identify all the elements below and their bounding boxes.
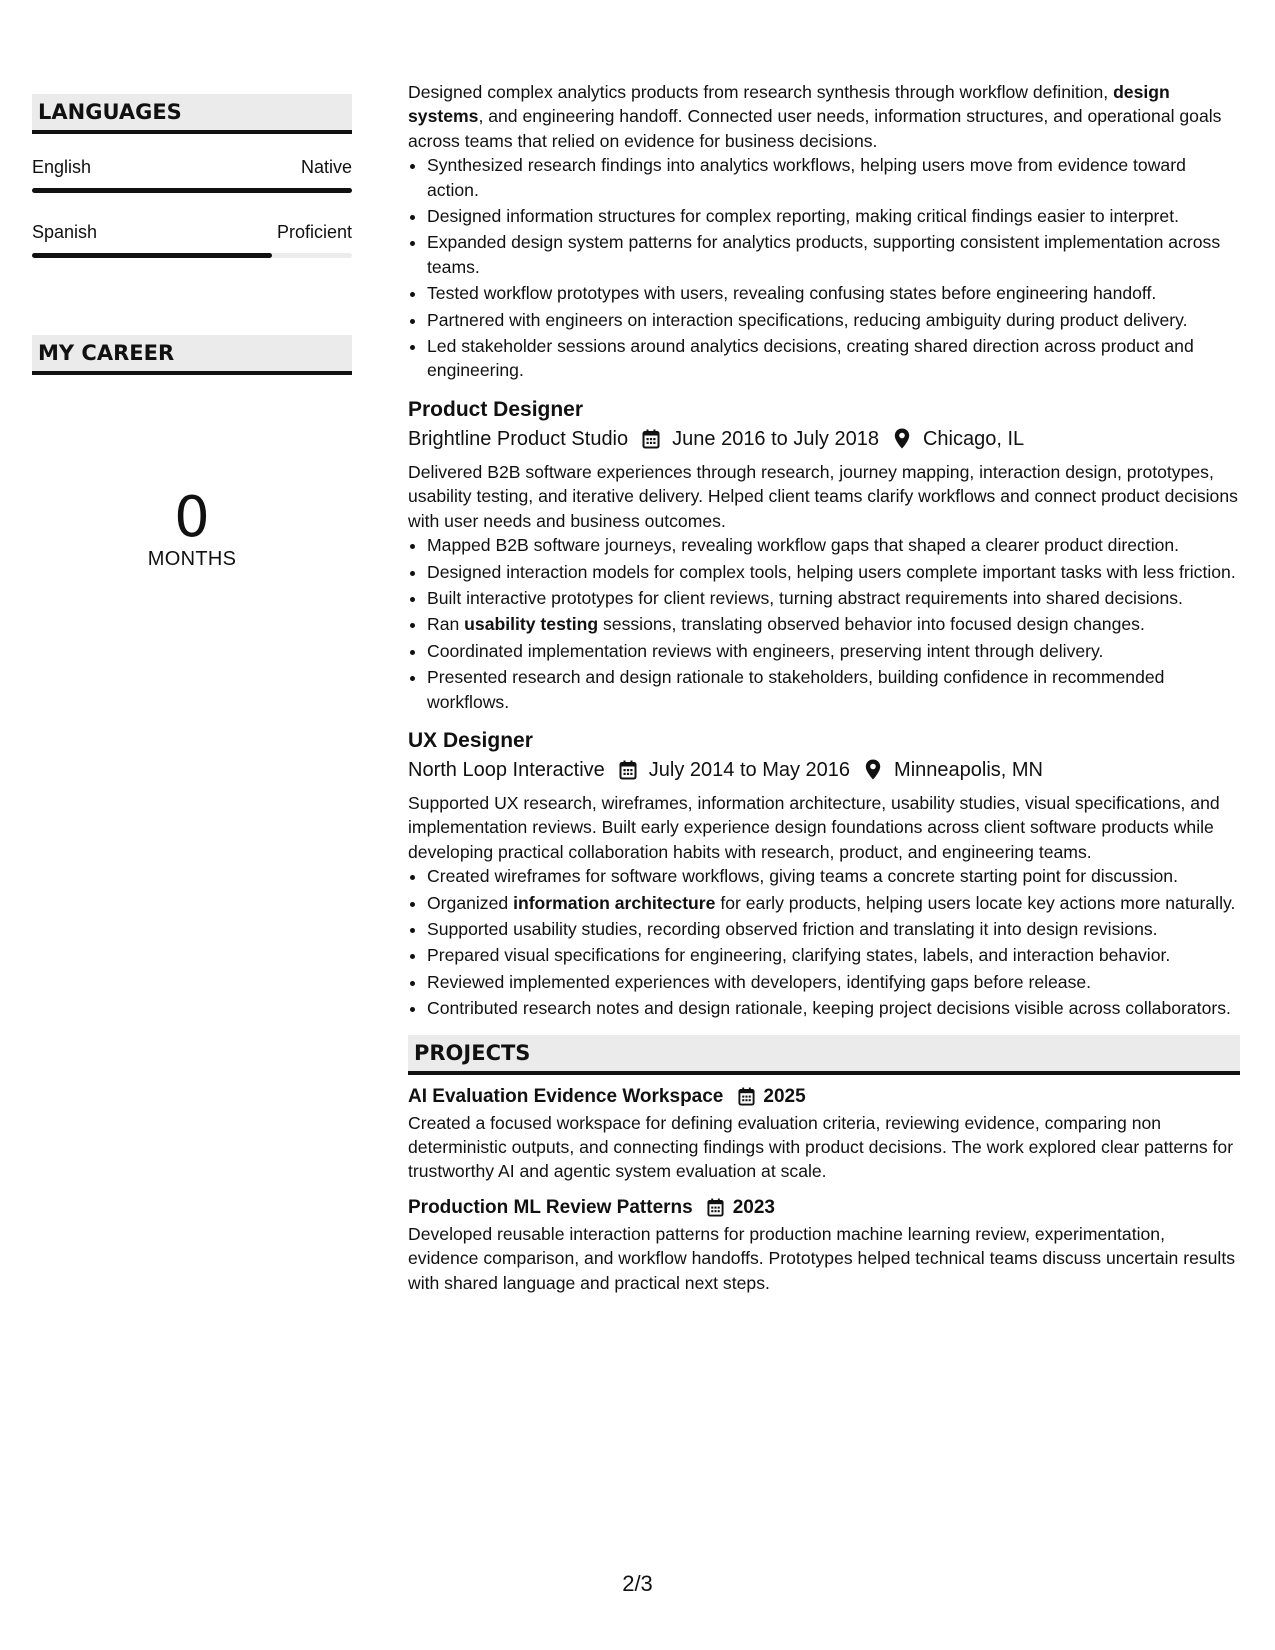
language-item-english bbox=[32, 156, 352, 193]
project-title: Production ML Review Patterns bbox=[408, 1196, 693, 1218]
job-summary bbox=[408, 80, 1240, 153]
sidebar bbox=[32, 94, 352, 571]
career-duration-unit: MONTHS bbox=[147, 548, 237, 570]
summary-text: Designed complex analytics products from research synthesis through workflow definition, bbox=[408, 82, 1114, 102]
list-item: • Coordinated implementation reviews with engineers, preserving intent through delivery. bbox=[427, 639, 1240, 663]
language-level: Native bbox=[300, 157, 352, 177]
job-meta bbox=[408, 755, 1240, 785]
job-summary: Delivered B2B software experiences through research, journey mapping, interaction design, prototypes, usability testing, and iterative delivery. Helped client teams clarify workflows and connect product decisions with user needs and business outcomes. bbox=[408, 461, 1238, 531]
list-item bbox=[427, 891, 1240, 915]
summary-text: , and engineering handoff. Connected user needs, information structures, and operational goals across teams that relied on evidence for business decisions. bbox=[408, 106, 1222, 151]
summary-keyword: design systems bbox=[408, 82, 1170, 127]
projects-heading: PROJECTS bbox=[408, 1035, 1240, 1075]
job-bullets bbox=[408, 864, 1240, 1020]
language-proficiency-fill bbox=[32, 253, 272, 258]
location-pin-icon bbox=[862, 759, 884, 781]
bullet-text: sessions, translating observed behavior into focused design changes. bbox=[598, 614, 1145, 635]
bullet-text: for early products, helping users locate key actions more naturally. bbox=[715, 892, 1236, 913]
career-duration bbox=[32, 485, 352, 571]
bullet-keyword: information architecture bbox=[513, 892, 716, 913]
project-summary: Created a focused workspace for defining evaluation criteria, reviewing evidence, comparing non deterministic outputs, and connecting findings with product decisions. The work explored clear patterns for trustworthy AI and agentic system evaluation at scale. bbox=[408, 1112, 1234, 1182]
list-item: • Contributed research notes and design rationale, keeping project decisions visible across collaborators. bbox=[427, 996, 1240, 1020]
list-item: • Designed interaction models for complex tools, helping users complete important tasks with less friction. bbox=[427, 560, 1240, 584]
bullet-text: Ran bbox=[427, 614, 465, 635]
job-dates: June 2016 to July 2018 bbox=[672, 427, 879, 450]
career-heading: MY CAREER bbox=[32, 335, 352, 375]
language-name: Spanish bbox=[32, 222, 98, 242]
list-item: • Led stakeholder sessions around analytics decisions, creating shared direction across product and engineering. bbox=[427, 334, 1240, 383]
project-title: AI Evaluation Evidence Workspace bbox=[408, 1085, 724, 1107]
job-title: Product Designer bbox=[408, 397, 584, 421]
project-year: 2025 bbox=[763, 1085, 806, 1107]
list-item: • Mapped B2B software journeys, revealing workflow gaps that shaped a clearer product direction. bbox=[427, 533, 1240, 557]
project-summary: Developed reusable interaction patterns for production machine learning review, experimentation, evidence comparison, and workflow handoffs. Prototypes helped technical teams discuss uncertain results with shared language and practical next steps. bbox=[408, 1223, 1236, 1293]
company-name: Brightline Product Studio bbox=[408, 427, 629, 450]
job-summary: Supported UX research, wireframes, information architecture, usability studies, visual specifications, and implementation reviews. Built early experience design foundations across client software products while developing practical collaboration habits with research, product, and engineering teams. bbox=[408, 792, 1220, 862]
list-item: • Built interactive prototypes for client reviews, turning abstract requirements into shared decisions. bbox=[427, 586, 1240, 610]
list-item: • Supported usability studies, recording observed friction and translating it into design revisions. bbox=[427, 917, 1240, 941]
calendar-icon bbox=[640, 428, 662, 450]
project-year: 2023 bbox=[732, 1196, 775, 1218]
company-name: North Loop Interactive bbox=[408, 758, 605, 781]
project-title-row bbox=[408, 1083, 1240, 1111]
list-item: • Reviewed implemented experiences with developers, identifying gaps before release. bbox=[427, 970, 1240, 994]
job-dates: July 2014 to May 2016 bbox=[648, 758, 851, 781]
language-proficiency-fill bbox=[32, 188, 352, 193]
language-name: English bbox=[32, 157, 92, 177]
job-bullets bbox=[408, 153, 1240, 383]
list-item bbox=[427, 612, 1240, 636]
main-column bbox=[408, 80, 1240, 1295]
bullet-keyword: usability testing bbox=[464, 614, 599, 635]
project-title-row bbox=[408, 1194, 1240, 1222]
calendar-icon bbox=[617, 759, 639, 781]
language-level: Proficient bbox=[276, 222, 352, 242]
career-duration-value: 0 bbox=[174, 485, 210, 550]
list-item: • Synthesized research findings into analytics workflows, helping users move from evidence toward action. bbox=[427, 153, 1240, 202]
location-pin-icon bbox=[891, 428, 913, 450]
job-location: Chicago, IL bbox=[922, 427, 1025, 450]
list-item: • Prepared visual specifications for engineering, clarifying states, labels, and interaction behavior. bbox=[427, 943, 1240, 967]
language-proficiency-bar bbox=[32, 253, 352, 258]
job-meta bbox=[408, 424, 1240, 454]
language-item-spanish bbox=[32, 221, 352, 258]
job-location: Minneapolis, MN bbox=[894, 758, 1043, 781]
page-number: 2/3 bbox=[622, 1571, 653, 1596]
job-bullets bbox=[408, 533, 1240, 714]
list-item: • Expanded design system patterns for analytics products, supporting consistent implementation across teams. bbox=[427, 230, 1240, 279]
calendar-icon bbox=[705, 1197, 727, 1219]
list-item: • Designed information structures for complex reporting, making critical findings easier to interpret. bbox=[427, 204, 1240, 228]
list-item: • Created wireframes for software workflows, giving teams a concrete starting point for discussion. bbox=[427, 864, 1240, 888]
job-title: UX Designer bbox=[408, 728, 533, 752]
language-proficiency-bar bbox=[32, 188, 352, 193]
calendar-icon bbox=[735, 1086, 757, 1108]
bullet-text: Organized bbox=[427, 892, 514, 913]
list-item: • Tested workflow prototypes with users, revealing confusing states before engineering handoff. bbox=[427, 281, 1240, 305]
languages-heading: LANGUAGES bbox=[32, 94, 352, 134]
list-item: • Presented research and design rationale to stakeholders, building confidence in recommended workflows. bbox=[427, 665, 1240, 714]
list-item: • Partnered with engineers on interaction specifications, reducing ambiguity during product delivery. bbox=[427, 308, 1240, 332]
